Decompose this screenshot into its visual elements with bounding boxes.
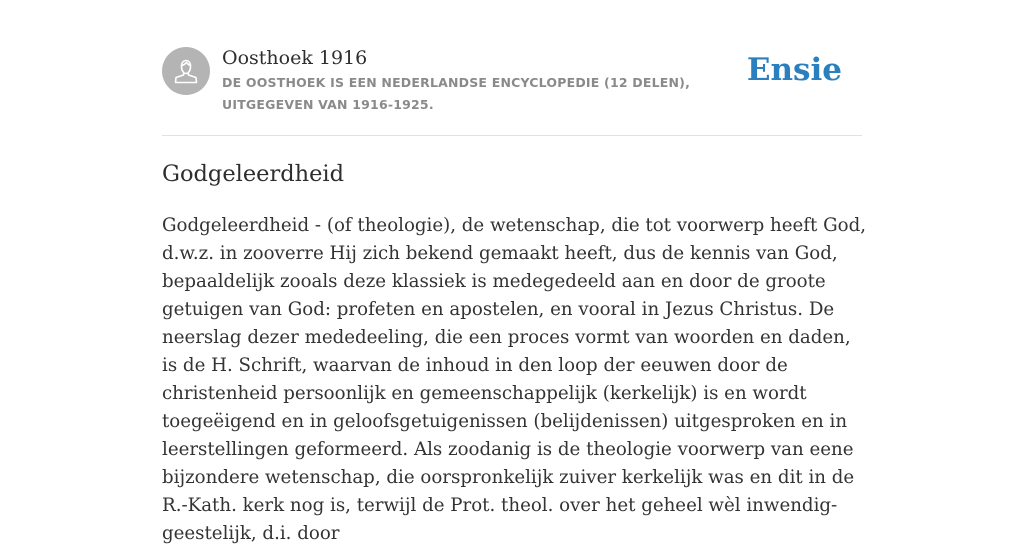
source-name[interactable]: Oosthoek 1916 [222,47,368,69]
divider [162,135,862,136]
brand-logo[interactable]: Ensie [746,52,842,88]
entry-body: Godgeleerdheid - (of theologie), de wetenschap, die tot voorwerp heeft God, d.w.z. in zooverre Hij zich bekend gemaakt heeft, dus de kennis van God, bepaaldelijk zooals deze klassiek is medegedeeld aan en door de groote getuigen van God: profeten en apostelen, en vooral in Jezus Christus. De neerslag dezer mededeeling, die een proces vormt van woorden en daden, is de H. Schrift, waarvan de inhoud in den loop der eeuwen door de christenheid persoonlijk en gemeenschappelijk (kerkelijk) is en wordt toegeëigend en in geloofsgetuigenissen (belijdenissen) uitgesproken en in leerstellingen geformeerd. Als zoodanig is de theologie voorwerp van eene bijzondere wetenschap, die oorspronkelijk zuiver kerkelijk was en dit in de R.-Kath. kerk nog is, terwijl de Prot. theol. over het geheel wèl inwendig-geestelijk, d.i. door [162,215,867,544]
entry-title: Godgeleerdheid [162,161,345,187]
source-description: DE OOSTHOEK IS EEN NEDERLANDSE ENCYCLOPEDIE (12 DELEN), UITGEGEVEN VAN 1916-1925. [222,75,691,112]
user-icon [162,47,210,95]
avatar[interactable] [162,47,210,95]
source-header [162,46,862,116]
